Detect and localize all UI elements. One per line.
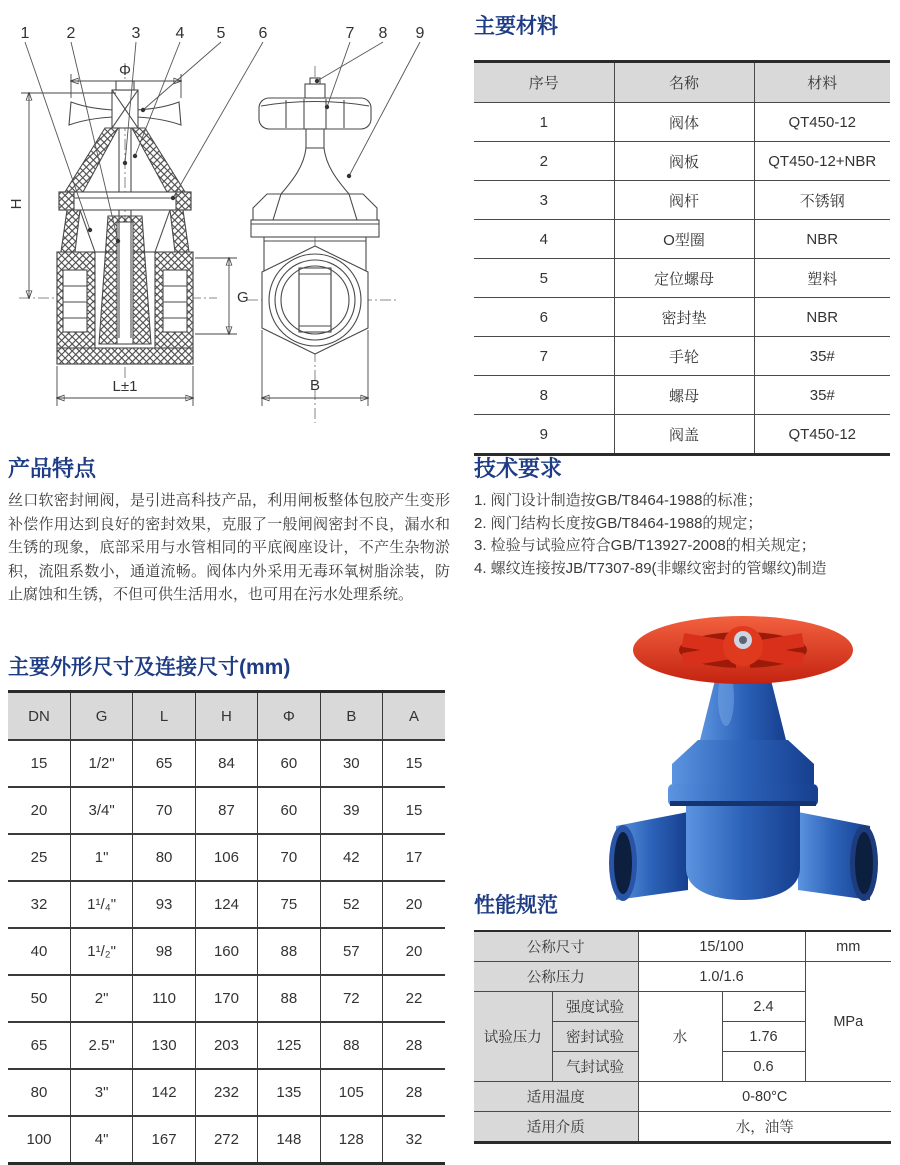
dims-cell-a: 15: [383, 787, 445, 834]
callout-5: 5: [216, 25, 226, 42]
dims-col-h: H: [195, 692, 257, 741]
materials-cell-name: 密封垫: [614, 298, 754, 337]
dims-header-row: [8, 692, 445, 741]
materials-cell-material: QT450-12: [754, 415, 890, 455]
medium-label: 适用介质: [474, 1112, 638, 1143]
performance-table: [474, 930, 891, 1144]
dims-row: [8, 881, 445, 928]
materials-cell-material: NBR: [754, 220, 890, 259]
dimensions-table: [8, 690, 445, 1165]
materials-cell-no: 2: [474, 142, 614, 181]
dims-cell-g: 1": [70, 834, 132, 881]
materials-row: [474, 376, 890, 415]
materials-cell-name: 手轮: [614, 337, 754, 376]
dims-cell-dn: 80: [8, 1069, 70, 1116]
dims-cell-phi: 88: [258, 928, 320, 975]
dims-row: [8, 975, 445, 1022]
features-title: 产品特点: [8, 456, 97, 481]
materials-cell-material: NBR: [754, 298, 890, 337]
materials-cell-no: 3: [474, 181, 614, 220]
dims-cell-a: 28: [383, 1022, 445, 1069]
materials-cell-name: 阀板: [614, 142, 754, 181]
materials-row: [474, 259, 890, 298]
dims-cell-a: 20: [383, 928, 445, 975]
callout-6: 6: [258, 25, 268, 42]
dims-cell-a: 15: [383, 740, 445, 787]
dims-cell-l: 110: [133, 975, 195, 1022]
dims-cell-l: 93: [133, 881, 195, 928]
materials-row: [474, 103, 890, 142]
dims-cell-l: 80: [133, 834, 195, 881]
dims-cell-l: 65: [133, 740, 195, 787]
dims-cell-h: 232: [195, 1069, 257, 1116]
dims-cell-dn: 100: [8, 1116, 70, 1164]
dims-cell-a: 28: [383, 1069, 445, 1116]
nominal-pressure-value: 1.0/1.6: [638, 962, 805, 992]
dims-cell-h: 106: [195, 834, 257, 881]
valve-technical-drawing: [5, 8, 460, 440]
materials-col-material: 材料: [754, 62, 890, 103]
dims-row: [8, 740, 445, 787]
dims-cell-b: 42: [320, 834, 382, 881]
materials-cell-no: 8: [474, 376, 614, 415]
materials-cell-name: 定位螺母: [614, 259, 754, 298]
product-photo: [598, 598, 890, 906]
air-test-label: 气封试验: [552, 1052, 638, 1082]
dims-cell-g: 2.5": [70, 1022, 132, 1069]
dims-cell-h: 170: [195, 975, 257, 1022]
materials-cell-material: 35#: [754, 337, 890, 376]
dims-cell-g: 3": [70, 1069, 132, 1116]
temperature-label: 适用温度: [474, 1082, 638, 1112]
materials-cell-no: 7: [474, 337, 614, 376]
valve-photo-shapes: [609, 616, 878, 901]
perf-row-nominal-pressure: [474, 962, 891, 992]
air-test-value: 0.6: [722, 1052, 805, 1082]
dims-row: [8, 1069, 445, 1116]
dim-label-b: B: [309, 377, 321, 394]
strength-test-value: 2.4: [722, 992, 805, 1022]
side-view: [247, 66, 397, 423]
features-body: 丝口软密封闸阀，是引进高科技产品，利用闸板整体包胶产生变形补偿作用达到良好的密封效果，克服了一般闸阀密封不良，漏水和生锈的现象，底部采用与水管相同的平底阀座设计，不产生杂物淤积，流阻系数小，通道流畅。阀体内外采用无毒环氧树脂涂装，防止腐蚀和生锈，不但可供生活用水，也可用在污水处理系统。: [8, 492, 450, 604]
dims-cell-g: 3/4": [70, 787, 132, 834]
tech-item-3: 3. 检验与试验应符合GB/T13927-2008的相关规定；: [474, 537, 816, 555]
dims-row: [8, 1022, 445, 1069]
tech-item-2: 2. 阀门结构长度按GB/T8464-1988的规定；: [474, 514, 763, 532]
dim-label-l: L±1: [112, 378, 138, 395]
dims-cell-b: 72: [320, 975, 382, 1022]
dim-label-phi: Φ: [119, 62, 131, 79]
materials-cell-material: 不锈钢: [754, 181, 890, 220]
materials-cell-no: 6: [474, 298, 614, 337]
dims-cell-a: 32: [383, 1116, 445, 1164]
dims-cell-a: 17: [383, 834, 445, 881]
nominal-size-label: 公称尺寸: [474, 931, 638, 962]
dimension-g: [195, 258, 249, 334]
materials-cell-material: 35#: [754, 376, 890, 415]
nominal-size-unit: mm: [805, 931, 891, 962]
nominal-pressure-label: 公称压力: [474, 962, 638, 992]
pressure-unit: MPa: [805, 962, 891, 1082]
materials-section: [474, 14, 890, 456]
dims-cell-h: 124: [195, 881, 257, 928]
dims-cell-h: 84: [195, 740, 257, 787]
dims-cell-l: 142: [133, 1069, 195, 1116]
materials-col-name: 名称: [614, 62, 754, 103]
materials-title: 主要材料: [474, 15, 558, 38]
dims-cell-b: 39: [320, 787, 382, 834]
callout-numbers: [21, 25, 425, 42]
perf-row-medium: [474, 1112, 891, 1143]
materials-cell-material: 塑料: [754, 259, 890, 298]
callout-2: 2: [66, 25, 76, 42]
dims-cell-phi: 70: [258, 834, 320, 881]
dims-cell-dn: 32: [8, 881, 70, 928]
materials-cell-no: 4: [474, 220, 614, 259]
seal-test-value: 1.76: [722, 1022, 805, 1052]
nominal-size-value: 15/100: [638, 931, 805, 962]
dims-cell-dn: 50: [8, 975, 70, 1022]
perf-row-temperature: [474, 1082, 891, 1112]
callout-8: 8: [378, 25, 388, 42]
dimensions-title: 主要外形尺寸及连接尺寸(mm): [8, 656, 291, 679]
callout-9: 9: [415, 25, 425, 42]
dims-cell-b: 105: [320, 1069, 382, 1116]
dims-col-g: G: [70, 692, 132, 741]
materials-cell-material: QT450-12+NBR: [754, 142, 890, 181]
dims-cell-l: 98: [133, 928, 195, 975]
callout-1: 1: [20, 25, 30, 42]
tech-item-4: 4. 螺纹连接按JB/T7307-89(非螺纹密封的管螺纹)制造: [474, 559, 827, 577]
dims-cell-dn: 20: [8, 787, 70, 834]
dims-cell-dn: 40: [8, 928, 70, 975]
materials-cell-no: 1: [474, 103, 614, 142]
dims-cell-a: 22: [383, 975, 445, 1022]
materials-row: [474, 337, 890, 376]
materials-cell-name: 阀盖: [614, 415, 754, 455]
dims-cell-h: 203: [195, 1022, 257, 1069]
dimensions-section: [8, 655, 445, 1165]
dims-cell-b: 88: [320, 1022, 382, 1069]
dims-cell-phi: 135: [258, 1069, 320, 1116]
dims-cell-h: 160: [195, 928, 257, 975]
materials-row: [474, 220, 890, 259]
performance-title: 性能规范: [474, 894, 558, 917]
dims-cell-l: 70: [133, 787, 195, 834]
dims-cell-phi: 125: [258, 1022, 320, 1069]
dims-cell-phi: 148: [258, 1116, 320, 1164]
dims-row: [8, 787, 445, 834]
dim-label-h: H: [8, 198, 25, 210]
dims-cell-phi: 88: [258, 975, 320, 1022]
dims-cell-g: 1¹/₂": [70, 928, 132, 975]
materials-cell-name: O型圈: [614, 220, 754, 259]
materials-cell-name: 阀杆: [614, 181, 754, 220]
test-pressure-label: 试验压力: [474, 992, 552, 1082]
medium-value: 水，油等: [638, 1112, 891, 1143]
dims-cell-b: 128: [320, 1116, 382, 1164]
dims-cell-h: 87: [195, 787, 257, 834]
dims-cell-dn: 25: [8, 834, 70, 881]
dims-cell-a: 20: [383, 881, 445, 928]
dim-label-g: G: [237, 289, 249, 306]
callout-3: 3: [131, 25, 141, 42]
callout-7: 7: [345, 25, 355, 42]
materials-row: [474, 415, 890, 455]
temperature-value: 0-80°C: [638, 1082, 891, 1112]
dims-col-phi: Φ: [258, 692, 320, 741]
dims-cell-g: 1/2": [70, 740, 132, 787]
dims-cell-g: 4": [70, 1116, 132, 1164]
materials-cell-name: 螺母: [614, 376, 754, 415]
performance-section: [474, 893, 891, 1144]
test-medium: 水: [638, 992, 722, 1082]
dims-cell-b: 52: [320, 881, 382, 928]
tech-title: 技术要求: [474, 456, 563, 481]
materials-row: [474, 181, 890, 220]
callout-4: 4: [175, 25, 185, 42]
dims-row: [8, 1116, 445, 1164]
dims-cell-phi: 60: [258, 740, 320, 787]
dims-cell-b: 30: [320, 740, 382, 787]
dims-cell-g: 2": [70, 975, 132, 1022]
materials-table: [474, 60, 890, 456]
materials-cell-no: 9: [474, 415, 614, 455]
materials-col-no: 序号: [474, 62, 614, 103]
materials-cell-no: 5: [474, 259, 614, 298]
materials-header-row: [474, 62, 890, 103]
tech-requirements-section: [474, 456, 894, 580]
tech-item-1: 1. 阀门设计制造按GB/T8464-1988的标准；: [474, 492, 763, 510]
dims-row: [8, 834, 445, 881]
dims-cell-phi: 75: [258, 881, 320, 928]
dims-cell-l: 130: [133, 1022, 195, 1069]
dims-cell-b: 57: [320, 928, 382, 975]
dims-cell-phi: 60: [258, 787, 320, 834]
features-section: [8, 456, 450, 607]
dims-cell-g: 1¹/₄": [70, 881, 132, 928]
materials-row: [474, 298, 890, 337]
dims-cell-l: 167: [133, 1116, 195, 1164]
dims-col-dn: DN: [8, 692, 70, 741]
materials-cell-material: QT450-12: [754, 103, 890, 142]
dims-cell-dn: 65: [8, 1022, 70, 1069]
dims-col-b: B: [320, 692, 382, 741]
dims-row: [8, 928, 445, 975]
seal-test-label: 密封试验: [552, 1022, 638, 1052]
materials-cell-name: 阀体: [614, 103, 754, 142]
dims-cell-h: 272: [195, 1116, 257, 1164]
perf-row-nominal-size: [474, 931, 891, 962]
dims-col-a: A: [383, 692, 445, 741]
dims-cell-dn: 15: [8, 740, 70, 787]
materials-row: [474, 142, 890, 181]
dims-col-l: L: [133, 692, 195, 741]
strength-test-label: 强度试验: [552, 992, 638, 1022]
